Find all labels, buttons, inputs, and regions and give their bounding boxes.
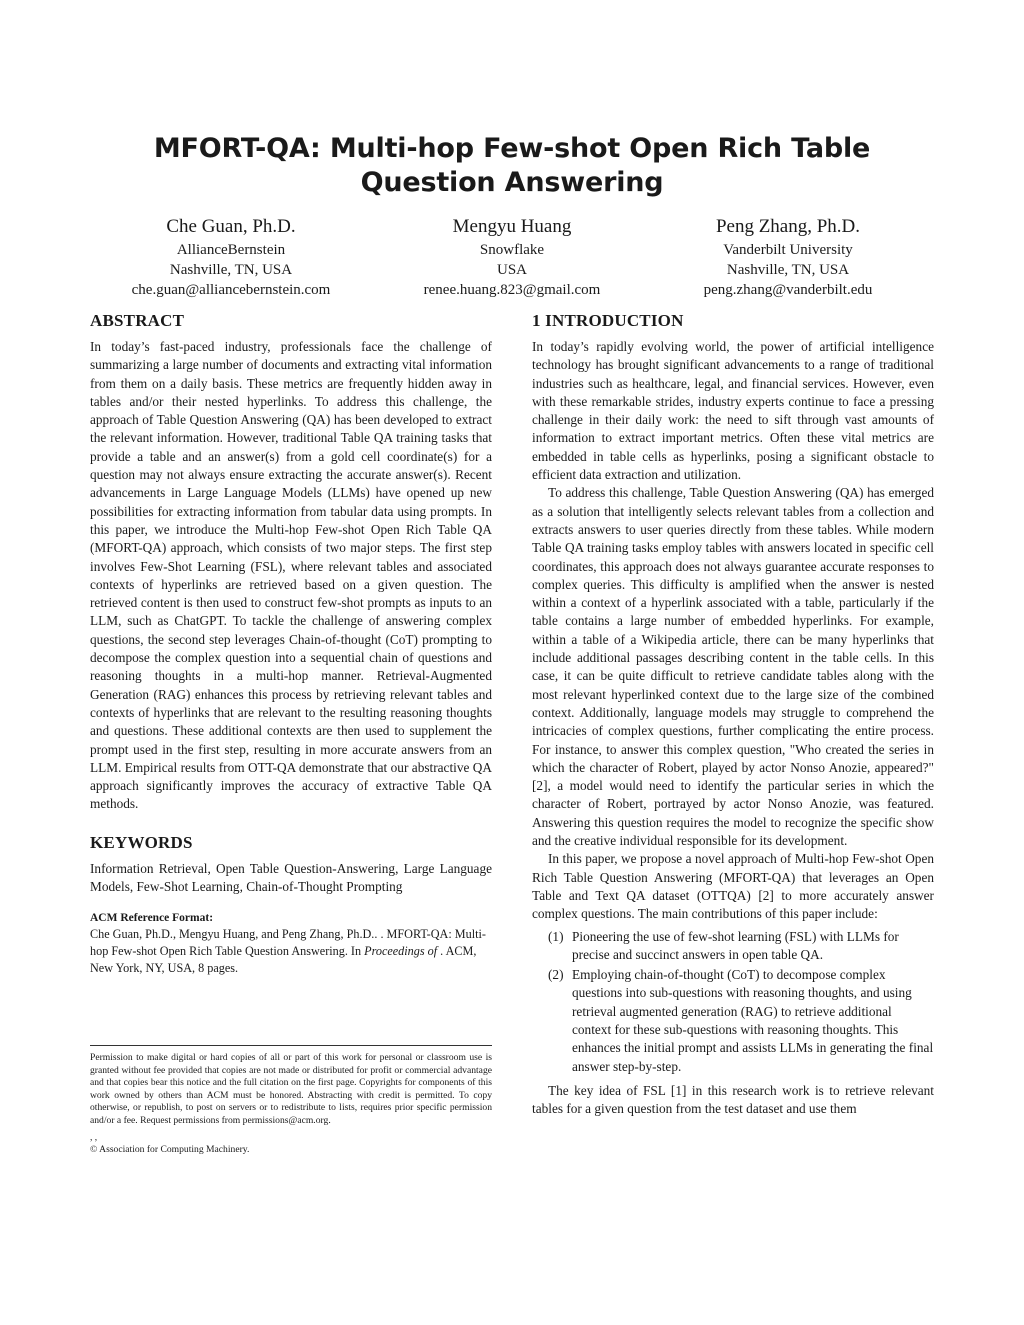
author-name: Che Guan, Ph.D. [166, 216, 296, 237]
list-item [532, 928, 934, 965]
permission-footnote [90, 1045, 492, 1157]
right-column [532, 310, 934, 1118]
acm-reference-proceedings: Proceedings of [364, 944, 441, 959]
permission-text: Permission to make digital or hard copies of all or part of this work for personal or classroom use is granted without fee provided that copies are not made or distributed for profit or commercial advantage and that copies bear this notice and the full citation on the first page. Copyrights for components of this work owned by others than ACM must be honored. Abstracting with credit is permitted. To copy otherwise, or republish, to post on servers or to redistribute to lists, requires prior specific permission and/or a fee. Request permissions from permissions@acm.org. [90, 1052, 492, 1126]
list-item-text: Employing chain-of-thought (CoT) to decompose complex questions into sub-questions with reasoning thoughts, and using retrieval augmented generation (RAG) to retrieve additional context for these sub-questions with reasoning thoughts. This enhances the initial prompt and assists LLMs in generating the final answer step-by-step. [572, 967, 934, 1074]
author-email[interactable]: che.guan@alliancebernstein.com [131, 282, 331, 298]
author-block [638, 214, 938, 300]
contributions-list [532, 928, 934, 1076]
author-affiliation: Vanderbilt University [723, 242, 853, 258]
author-email[interactable]: renee.huang.823@gmail.com [423, 282, 601, 298]
author-affiliation: Snowflake [479, 242, 545, 258]
list-item-number: (1) [548, 928, 564, 944]
copyright-line: © Association for Computing Machinery. [90, 1144, 250, 1156]
author-location: USA [496, 262, 527, 278]
intro-paragraph: To address this challenge, Table Question Answering (QA) has emerged as a solution that intelligently selects relevant tables from a collection and extracts answers to user queries directly from these tables. While modern Table QA training tasks employ tables with answers located in specific cell coordinates, this approach does not always guarantee accurate responses to complex queries. This difficulty is amplified when the answer is nested within a context of a hyperlink associated with a table, particularly if the table contains a large number of embedded hyperlinks. For example, within a table of a Wikipedia article, there can be many hyperlinks that include additional passages describing content in the table cells. In this case, it can be quite difficult to retrieve candidate tables along with the most relevant hyperlinked context due to the large size of the combined context. Additionally, language models may struggle to comprehend the intricacies of complex questions, further complicating the entire process. For instance, to answer this complex question, "Who created the series in which the character of Robert, played by actor Nonso Anozie, appeared?" [2], a model would need to identify the particular series in which the character of Robert, portrayed by actor Nonso Anozie, was featured. Answering this question requires the model to recognize the specific show and the creative individual responsible for its development. [532, 485, 934, 849]
list-item-number: (2) [548, 967, 564, 983]
acm-reference-end: . ACM, New York, NY, USA, 8 pages. [90, 944, 477, 976]
keywords-text: Information Retrieval, Open Table Question-Answering, Large Language Models, Few-Shot Learning, Chain-of-Thought Prompting [90, 860, 492, 895]
abstract-text: In today’s fast-paced industry, professionals face the challenge of summarizing a large number of documents and extracting vital information from them on a daily basis. These metrics are frequently hidden away in tables and/or their nested hyperlinks. To address this challenge, the approach of Table Question Answering (QA) has been developed to extract the relevant information. However, traditional Table QA training tasks that provide a table and an answer(s) from a gold cell coordinate(s) for a question may not always ensure extracting the accurate answer(s). Recent advancements in Large Language Models (LLMs) have opened up new possibilities for extracting information from tabular data using prompts. In this paper, we introduce the Multi-hop Few-shot Open Rich Table QA (MFORT-QA) approach, which consists of two major steps. The first step involves Few-Shot Learning (FSL), where relevant tables and associated contexts of hyperlinks are retrieved based on a given question. The retrieved content is then used to construct few-shot prompts as inputs to an LLM, such as ChatGPT. To tackle the challenge of answering complex questions, the second step leverages Chain-of-thought (CoT) prompting to decompose the complex question into a sequential chain of questions and reasoning thoughts in a multi-hop manner. Retrieval-Augmented Generation (RAG) enhances this process by retrieving relevant tables and contexts of hyperlinks that are relevant to the resulting reasoning thoughts and questions. These additional contexts are then used to supplement the prompt used in the first step, resulting in more accurate answers from an LLM. Empirical results from OTT-QA demonstrate that our abstractive QA approach significantly improves the accuracy of extractive Table QA methods. [90, 339, 492, 812]
acm-reference-text [90, 926, 492, 977]
author-email[interactable]: peng.zhang@vanderbilt.edu [703, 282, 873, 298]
author-block [81, 214, 381, 300]
introduction-heading: 1 INTRODUCTION [532, 311, 684, 330]
intro-paragraph: In this paper, we propose a novel approach of Multi-hop Few-shot Open Rich Table Question Answering (MFORT-QA) that leverages an Open Table and Text QA dataset (OTTQA) [2] to more accurately answer complex questions. The main contributions of this paper include: [532, 851, 934, 922]
author-block [362, 214, 662, 300]
list-item [532, 966, 934, 1076]
author-name: Mengyu Huang [452, 216, 572, 237]
author-affiliation: AllianceBernstein [176, 242, 286, 258]
author-name: Peng Zhang, Ph.D. [715, 216, 861, 237]
author-location: Nashville, TN, USA [726, 262, 850, 278]
permission-commas: , , [90, 1131, 98, 1143]
intro-closing-paragraph: The key idea of FSL [1] in this research work is to retrieve relevant tables for a given question from the test dataset and use them [532, 1082, 934, 1117]
list-item-text: Pioneering the use of few-shot learning (FSL) with LLMs for precise and succinct answers in open table QA. [572, 928, 899, 962]
acm-reference-main: Che Guan, Ph.D., Mengyu Huang, and Peng Zhang, Ph.D.. . MFORT-QA: Multi-hop Few-shot Open Rich Table Question Answering. In [90, 927, 486, 959]
abstract-heading: ABSTRACT [90, 311, 185, 330]
acm-reference-label: ACM Reference Format: [90, 912, 214, 925]
intro-paragraph: In today’s rapidly evolving world, the power of artificial intelligence technology has brought significant advancements to a range of traditional industries such as healthcare, legal, and financial services. However, even with these remarkable strides, industry experts continue to face a pressing challenge in their daily work: the need to sift through vast amounts of information to extract important metrics. Often these vital metrics are embedded in table cells as hyperlinks, posing a significant obstacle to efficient data extraction and utilization. [532, 339, 934, 483]
author-location: Nashville, TN, USA [169, 262, 293, 278]
paper-title: MFORT-QA: Multi-hop Few-shot Open Rich Table Question Answering [153, 133, 871, 198]
keywords-heading: KEYWORDS [90, 832, 193, 852]
left-column [90, 310, 492, 977]
